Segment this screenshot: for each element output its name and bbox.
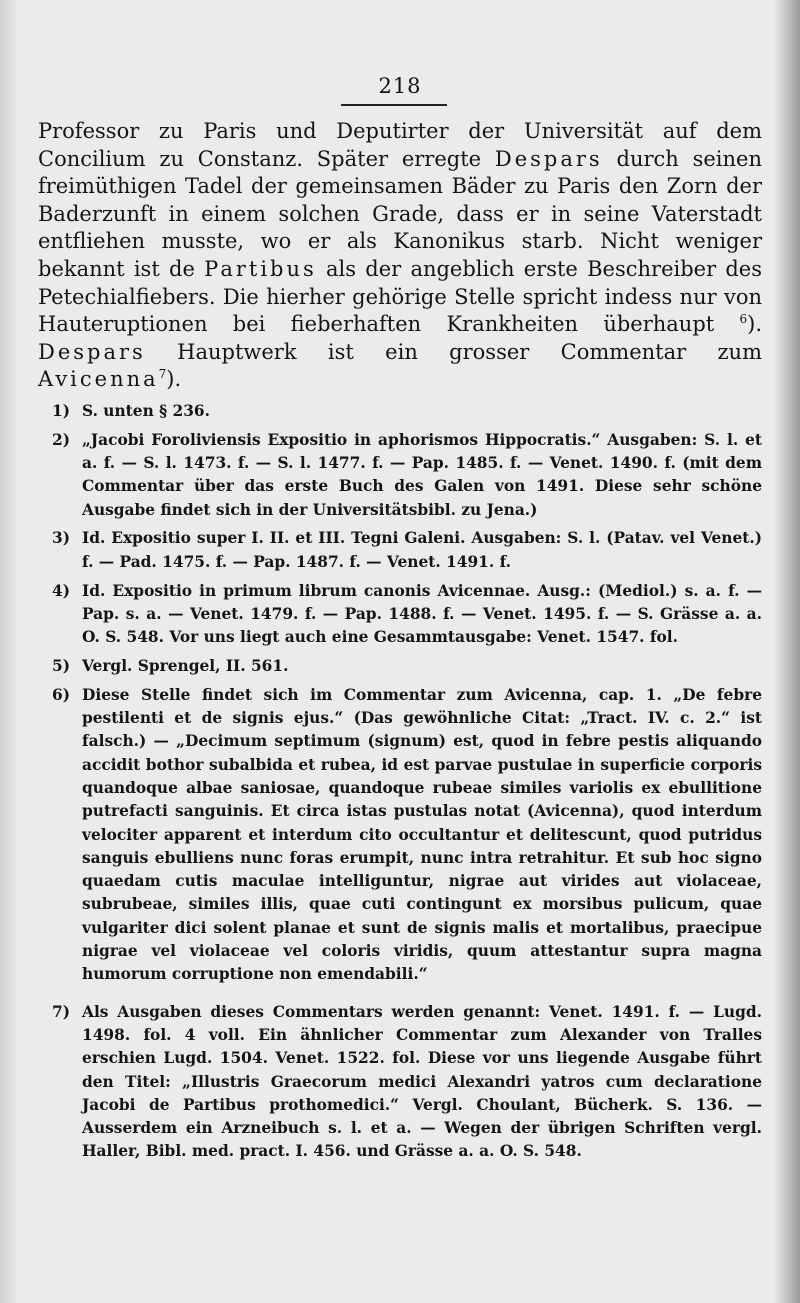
footnote-marker: 5) — [52, 656, 70, 675]
footnote-text: „Jacobi Foroliviensis Expositio in aphorismos Hippocratis.“ Ausgaben: S. l. et a. f. — S. l. 1473. f. — S. l. 1477. f. — Pap. 1485. f. — Venet. 1490. f. (mit dem Commentar über das erste Buch des Galen von 1491. Diese sehr schöne Ausgabe findet sich in der Universitätsbibl. zu Jena.) — [82, 430, 762, 519]
footnote-text: Als Ausgaben dieses Commentars werden genannt: Venet. 1491. f. — Lugd. 1498. fol. 4 voll. Ein ähnlicher Commentar zum Alexander von Tralles erschien Lugd. 1504. Venet. 1522. fol. Diese vor uns liegende Ausgabe führt den Titel: „Illustris Graecorum medici Alexandri yatros cum declaratione Jacobi de Partibus prothomedici.“ Vergl. Choulant, Bücherk. S. 136. — Ausserdem ein Arzneibuch s. l. et a. — Wegen der übrigen Schriften vergl. Haller, Bibl. med. pract. I. 456. und Grässe a. a. O. S. 548. — [82, 1002, 762, 1161]
footnote-marker: 3) — [52, 529, 70, 548]
footnote-marker: 7) — [52, 1002, 70, 1021]
footnote-4 — [40, 580, 762, 650]
main-text-segment: Hauptwerk ist ein grosser Commentar zum — [145, 339, 762, 364]
name-avicenna: Avicenna — [38, 367, 159, 392]
main-text-segment: durch seinen freimüthigen Tadel der gemeinsamen Bäder zu Paris den Zorn der Baderzunft in einem solchen Grade, dass er in seine Vaterstadt entfliehen musste, wo er als Kanonikus starb. Nicht weniger bekannt ist de — [38, 146, 762, 281]
footnote-5 — [40, 655, 762, 678]
footnote-text: Id. Expositio in primum librum canonis Avicennae. Ausg.: (Mediol.) s. a. f. — Pap. s. a. — Venet. 1479. f. — Pap. 1488. f. — Venet. 1495. f. — S. Grässe a. a. O. S. 548. Vor uns liegt auch eine Gesammtausgabe: Venet. 1547. fol. — [82, 581, 762, 647]
footnotes — [40, 400, 762, 1169]
footnote-ref-7[interactable]: 7 — [158, 367, 167, 382]
footnote-marker: 6) — [52, 685, 70, 704]
page-number-rule — [341, 104, 447, 106]
page-number: 218 — [378, 74, 422, 98]
footnote-ref-6[interactable]: 6 — [739, 312, 748, 327]
footnote-7 — [40, 1001, 762, 1164]
footnote-2 — [40, 429, 762, 522]
main-paragraph — [38, 118, 762, 394]
main-text-segment: als der angeblich erste Beschreiber des Petechialfiebers. Die hierher gehörige Stelle spricht indess nur von Hauteruptionen bei fieberhaften Krankheiten überhaupt — [38, 256, 763, 337]
main-text — [38, 118, 762, 394]
main-text-segment: ). — [747, 312, 762, 337]
footnote-text: S. unten § 236. — [82, 402, 211, 420]
name-despars: Despars — [38, 339, 146, 364]
main-text-segment: ). — [166, 367, 182, 392]
footnote-marker: 2) — [52, 430, 70, 449]
footnote-3 — [40, 527, 762, 574]
footnote-text: Diese Stelle findet sich im Commentar zum Avicenna, cap. 1. „De febre pestilenti et de signis ejus.“ (Das gewöhnliche Citat: „Tract. IV. c. 2.“ ist falsch.) — „Decimum septimum (signum) est, quod in febre pestis aliquando accidit bothor subalbida et rubea, id est parvae pustulae in superficie corporis quandoque albae saniosae, quandoque rubeae similes variolis ex ebullitione putrefacti sanguinis. Et circa istas pustulas notat (Avicenna), quod interdum velociter apparent et interdum cito occultantur et delitescunt, quod putridus sanguis ebulliens nunc foras erumpit, nunc intra retrahitur. Et sub hoc signo quaedam cutis maculae intelliguntur, nigrae aut virides aut violaceae, subrubeae, similes illis, quae cuti contingunt ex morsibus pulicum, quae vulgariter dici solent planae et sunt de signis malis et mortalibus, praecipue nigrae vel violaceae vel coloris viridis, quum attestantur supra magna humorum corruptione non emendabili.“ — [82, 685, 762, 984]
footnote-text: Vergl. Sprengel, II. 561. — [82, 656, 289, 675]
main-text-segment: Professor zu Paris und Deputirter der Universität auf dem Concilium zu Constanz. Später erregte — [38, 119, 762, 171]
name-partibus: Partibus — [204, 256, 317, 281]
footnote-text: Id. Expositio super I. II. et III. Tegni Galeni. Ausgaben: S. l. (Patav. vel Venet.) f. — Pad. 1475. f. — Pap. 1487. f. — Venet. 1491. f. — [82, 529, 762, 571]
footnote-marker: 4) — [52, 581, 70, 600]
footnote-6 — [40, 684, 762, 987]
footnote-1 — [40, 400, 762, 423]
name-despars: Despars — [494, 146, 603, 171]
footnote-marker: 1) — [52, 402, 70, 420]
